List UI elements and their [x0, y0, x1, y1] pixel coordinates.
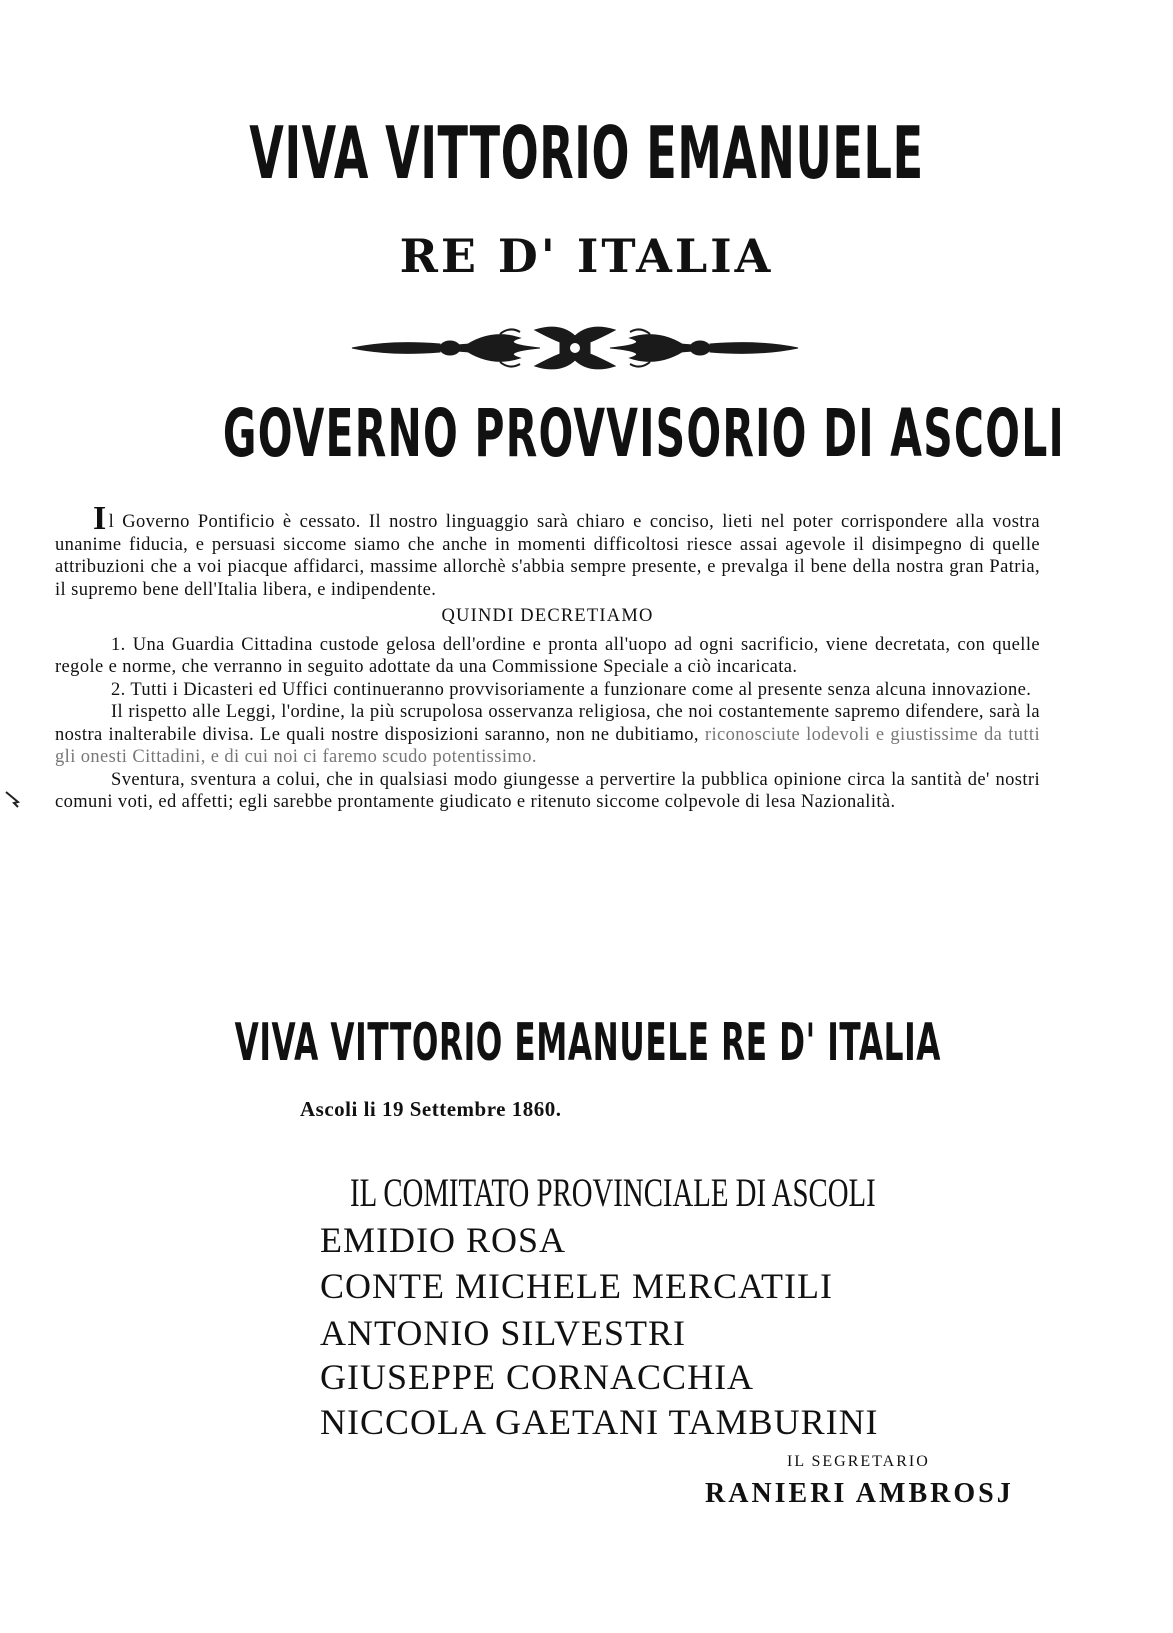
ornamental-divider [350, 320, 800, 376]
paragraph-3-faded-text: riconosciute lodevoli e giustissime da tutti gli onesti Cittadini, e di cui noi ci faremo scudo potentissimo. [55, 724, 1040, 767]
article-2: 2. Tutti i Dicasteri ed Uffici continueranno provvisoriamente a funzionare come al presente senza alcuna innovazione. [111, 679, 1032, 700]
article-1: 1. Una Guardia Cittadina custode gelosa dell'ordine e pronta all'uopo ad ogni sacrificio, viene decretata, con quelle regole e norme, che verranno in seguito adottate da una Commissione Speciale a ciò incaricata. [55, 634, 1040, 677]
secretary-label: IL SEGRETARIO [787, 1453, 930, 1470]
closing-acclamation: VIVA VITTORIO EMANUELE RE D' ITALIA [234, 1013, 942, 1073]
signatory-name: NICCOLA GAETANI TAMBURINI [320, 1402, 879, 1442]
signatory-name: ANTONIO SILVESTRI [320, 1313, 687, 1353]
signatory-name: GIUSEPPE CORNACCHIA [320, 1357, 755, 1397]
proclamation-body [55, 500, 1040, 814]
government-heading: GOVERNO PROVVISORIO DI ASCOLI [222, 395, 1065, 472]
paragraph-4: Sventura, sventura a colui, che in qualsiasi modo giungesse a pervertire la pubblica opinione circa la santità de' nostri comuni voti, ed affetti; egli sarebbe prontamente giudicato e ritenuto siccome colpevole di lesa Nazionalità. [55, 769, 1040, 812]
paragraph-3 [55, 701, 1040, 769]
intro-paragraph [55, 500, 1040, 601]
date-line: Ascoli li 19 Settembre 1860. [300, 1097, 562, 1121]
decree-heading: QUINDI DECRETIAMO [441, 606, 654, 626]
committee-name: IL COMITATO PROVINCIALE DI ASCOLI [350, 1170, 876, 1215]
proclamation-subtitle: RE D' ITALIA [399, 229, 774, 283]
secretary-name: RANIERI AMBROSJ [705, 1478, 1014, 1509]
margin-mark-icon [4, 790, 20, 808]
intro-text: l Governo Pontificio è cessato. Il nostro linguaggio sarà chiaro e conciso, lieti nel poter corrispondere alla vostra unanime fiducia, e persuasi siccome siamo che anche in momenti difficoltosi riesce assai agevole il disimpegno di quelle attribuzioni che a voi piacque affidarci, massime allorchè s'abbia sempre presente, e prevalga il bene della nostra gran Patria, il supremo bene dell'Italia libera, e indipendente. [55, 512, 1040, 600]
drop-cap: I [93, 500, 107, 537]
paragraph-3-text: Il rispetto alle Leggi, l'ordine, la più scrupolosa osservanza religiosa, che noi costantemente sapremo difendere, sarà la nostra inalterabile divisa. Le quali nostre disposizioni saranno, non ne dubitiamo, [55, 702, 1040, 745]
signatory-name: CONTE MICHELE MERCATILI [320, 1266, 833, 1306]
proclamation-title: VIVA VITTORIO EMANUELE [249, 111, 924, 195]
signatory-name: EMIDIO ROSA [320, 1220, 567, 1260]
